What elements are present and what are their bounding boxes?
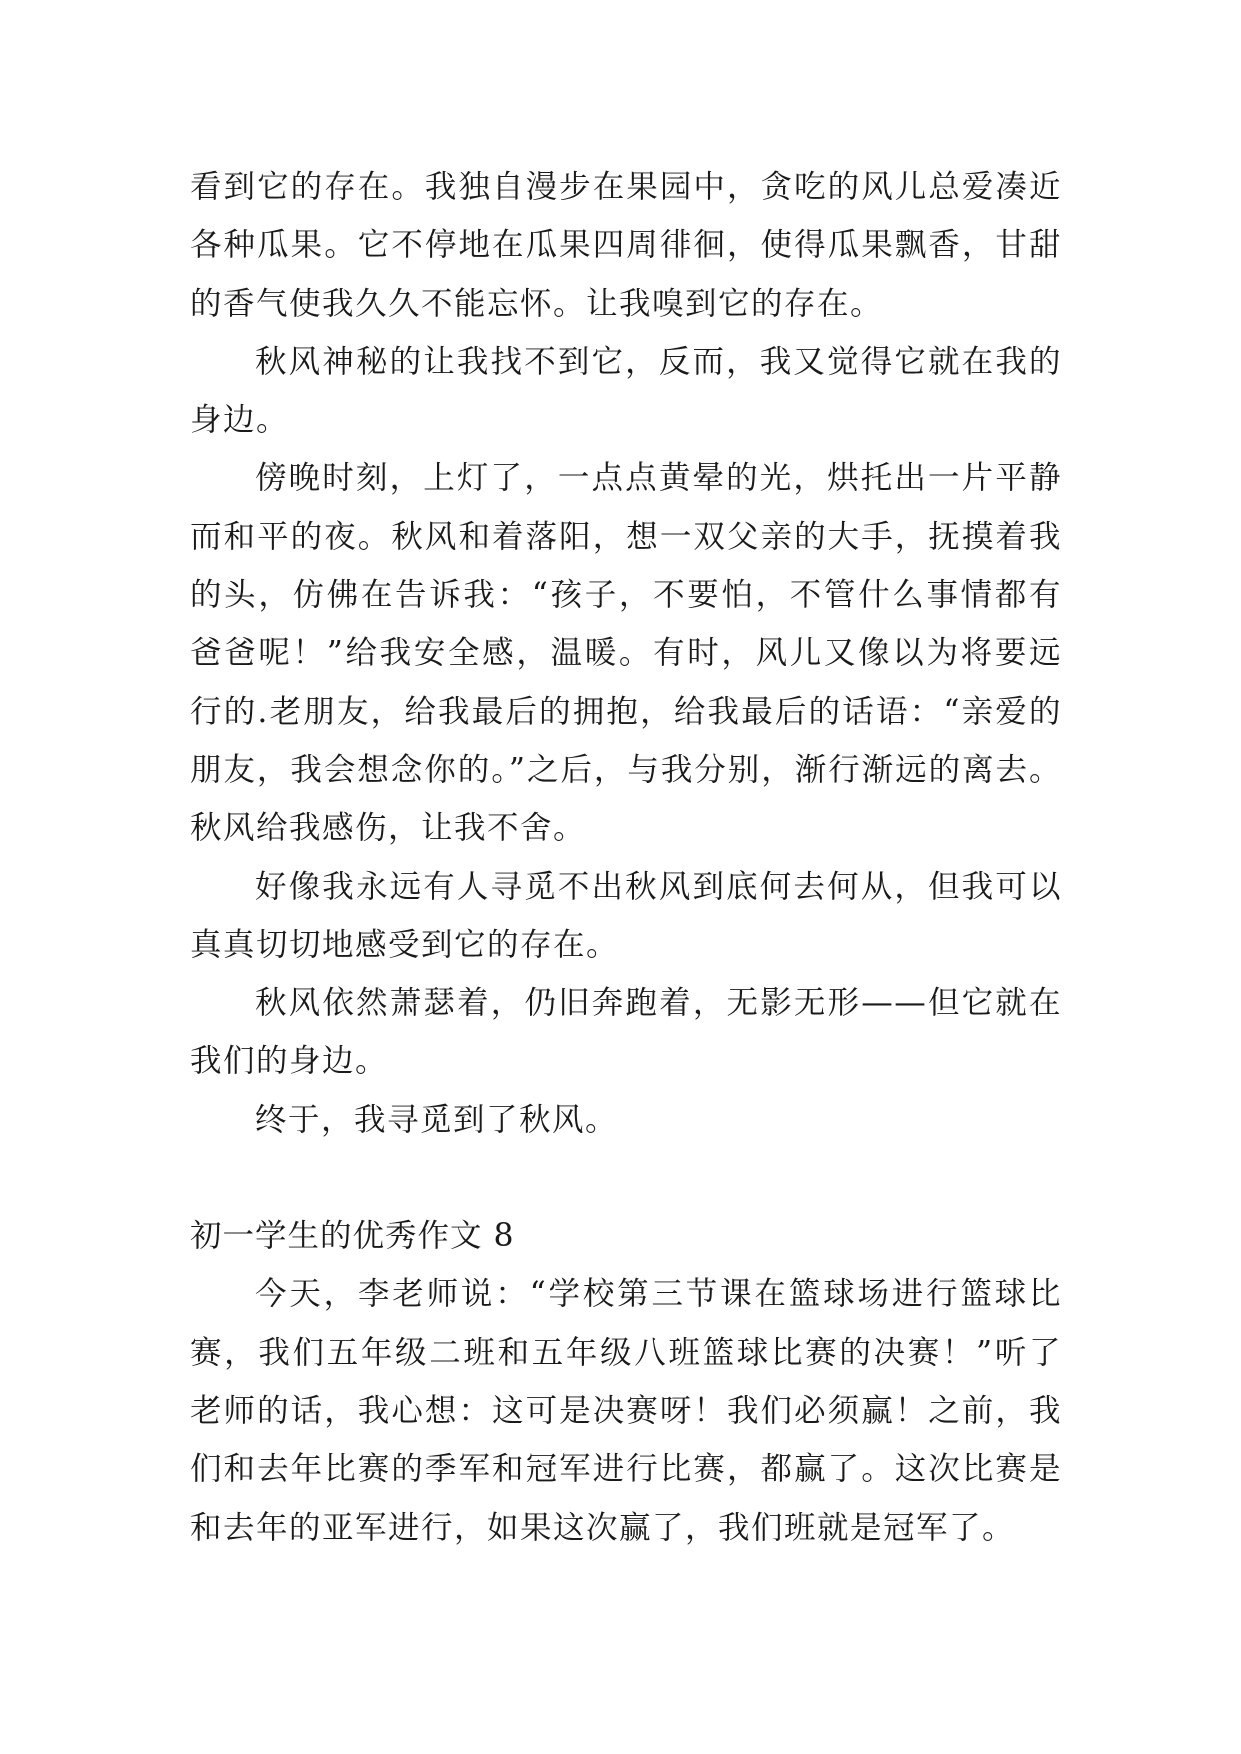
paragraph: 秋风神秘的让我找不到它，反而，我又觉得它就在我的身边。 [190, 343, 1062, 439]
section-title: 初一学生的优秀作文 8 [190, 1218, 515, 1255]
document-body [190, 158, 1062, 1557]
paragraph: 终于，我寻觅到了秋风。 [255, 1101, 619, 1138]
paragraph-continuation: 看到它的存在。我独自漫步在果园中，贪吃的风儿总爱凑近各种瓜果。它不停地在瓜果四周徘徊，使得瓜果飘香，甘甜的香气使我久久不能忘怀。让我嗅到它的存在。 [190, 169, 1062, 322]
paragraph: 好像我永远有人寻觅不出秋风到底何去何从，但我可以真真切切地感受到它的存在。 [190, 868, 1062, 963]
paragraph: 秋风依然萧瑟着，仍旧奔跑着，无影无形——但它就在我们的身边。 [190, 985, 1062, 1080]
paragraph: 傍晚时刻，上灯了，一点点黄晕的光，烘托出一片平静而和平的夜。秋风和着落阳，想一双父亲的大手，抚摸着我的头，仿佛在告诉我：“孩子，不要怕，不管什么事情都有爸爸呢！”给我安全感，温暖。有时，风儿又像以为将要远行的.老朋友，给我最后的拥抱，给我最后的话语：“亲爱的朋友，我会想念你的。”之后，与我分别，渐行渐远的离去。秋风给我感伤，让我不舍。 [190, 460, 1062, 847]
paragraph: 今天，李老师说：“学校第三节课在篮球场进行篮球比赛，我们五年级二班和五年级八班篮球比赛的决赛！”听了老师的话，我心想：这可是决赛呀！我们必须赢！之前，我们和去年比赛的季军和冠军进行比赛，都赢了。这次比赛是和去年的亚军进行，如果这次赢了，我们班就是冠军了。 [190, 1276, 1062, 1546]
